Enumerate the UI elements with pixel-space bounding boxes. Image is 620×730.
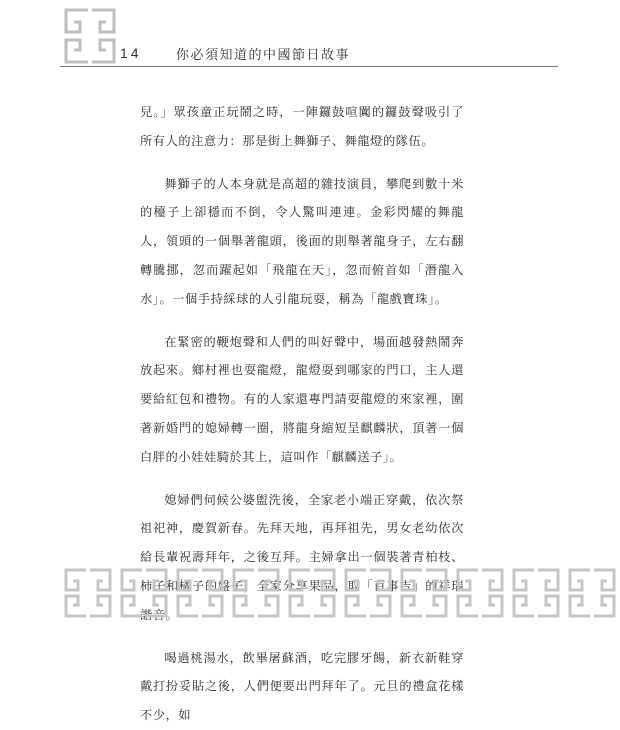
paragraph: 舞獅子的人本身就是高超的雜技演員，攀爬到數十米的檯子上卻穩而不倒，令人驚叫連連。金彩閃耀的舞龍人，領頭的一個舉著龍頭，後面的則舉著龍身子，左右翻轉騰挪，忽而躍起如「飛龍在天」，忽而俯首如「潛龍入水」。一個手持綵球的人引龍玩耍，稱為「龍戲寶珠」。 [140,176,464,306]
body-text [140,98,464,730]
paragraph: 喝過桃湯水，飲畢屠蘇酒，吃完膠牙餳，新衣新鞋穿戴打扮妥貼之後，人們便要出門拜年了。元旦的禮盒花樣不少，如 [140,650,464,723]
page-header [120,42,550,64]
header-divider [60,66,558,67]
book-title: 你必須知道的中國節日故事 [176,47,351,63]
paragraph: 兒。」眾孩童正玩鬧之時，一陣鑼鼓喧闐的鑼鼓聲吸引了所有人的注意力：那是街上舞獅子、舞龍燈的隊伍。 [140,105,464,148]
paragraph: 在緊密的鞭炮聲和人們的叫好聲中，場面越發熱鬧奔放起來。鄉村裡也耍龍燈，龍燈耍到哪家的門口，主人還要給紅包和禮物。有的人家還專門請耍龍燈的來家裡，圍著新婚門的媳婦轉一圈，將龍身縮短呈麒麟狀，頂著一個白胖的小娃娃騎於其上，這叫作「麒麟送子」。 [140,334,464,464]
corner-lattice-ornament [60,6,120,66]
page-number: 14 [120,45,142,61]
paragraph: 媳婦們伺候公婆盥洗後，全家老小端正穿戴，依次祭祖祀神，慶賀新春。先拜天地，再拜祖先，男女老幼依次給長輩祝壽拜年，之後互拜。主婦拿出一個裝著青柏枝、 [140,492,464,565]
footer-lattice-ornament [60,566,620,620]
